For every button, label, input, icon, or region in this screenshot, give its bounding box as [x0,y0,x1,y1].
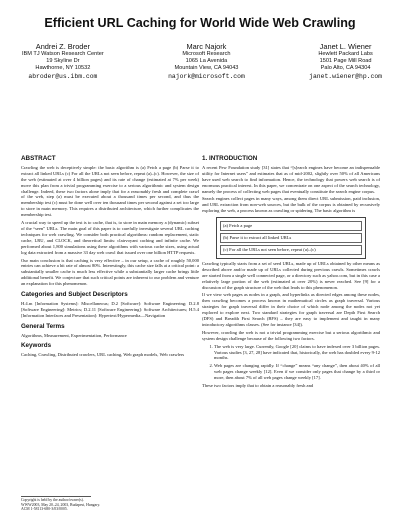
author-org: IBM TJ Watson Research Center [22,51,104,57]
author-email: najork@microsoft.com [168,72,245,80]
keywords-heading: Keywords [21,342,52,350]
author-address: Palo Alto, CA 94304 [320,65,371,72]
author-org: Hewlett Packard Labs [318,51,373,57]
abstract-paragraph: A crucial way to speed up the test is to cache, that is, to store in main memory a (dynamic) subset of the “seen” URLs. The main goal of this paper is to carefully investigate several URL caching techniques for web crawling. We consider both practical algorithms: random replacement, static cache, LRU, and CLOCK, and theoretical limits: clairvoyant caching and infinite cache. We performed about 1,800 simulations using these algorithms with various cache sizes, using actual log data extracted from a massive 33 day web crawl that issued over one billion HTTP requests. [21,220,199,255]
author-org: Microsoft Research [182,51,231,57]
basic-algorithm-box [216,217,366,259]
algorithm-step: (b) Parse it to extract all linked URLs [220,233,362,243]
right-column [202,156,380,391]
copyright-line: WWW2003, May 20–24, 2003, Budapest, Hungary. [21,502,101,507]
author-address: Mountain View, CA 94043 [174,65,239,72]
author-name: Andrei Z. Broder [35,42,90,51]
keywords-text: Caching, Crawling, Distributed crawlers, URL caching, Web graph models, Web crawlers [21,352,185,358]
intro-paragraph: A recent Pew Foundation study [31] states that “[s]earch engines have become an indispensable utility for Internet users” and estimates that as of mid-2002, slightly over 50% of all Americans have used web search to find information. Hence, the technology that powers web search is of enormous practical interest. In this paper, we concentrate on one aspect of the search technology, namely the process of collecting web pages that eventually constitute the search engine corpus. [202,164,380,194]
author-name: Janet L. Wiener [319,42,372,51]
general-terms-heading: General Terms [21,322,65,330]
intro-paragraph: These two factors imply that to obtain a reasonably fresh and [202,383,314,389]
paper-title: Efficient URL Caching for World Wide Web Crawling [44,16,356,30]
factor-list [202,344,380,381]
author-address: 1065 La Avenida [185,58,228,65]
author-address: 1501 Page Mill Road [319,58,372,65]
author-name: Marc Najork [186,42,227,51]
abstract-paragraph: Crawling the web is deceptively simple: the basic algorithm is (a) Fetch a page (b) Parse it to extract all linked URLs (c) For all the URLs not seen before, repeat (a)–(c). However, the size of the web (estimated at over 4 billion pages) and its rate of change (estimated at 7% per week) move this plan from a trivial programming exercise to a serious algorithmic and system design challenge. Indeed, these two factors alone imply that for a reasonably fresh and complete crawl of the web, step (a) must be executed about a thousand times per second, and thus the membership test (c) must be done well over ten thousand times per second against a set too large to store in main memory. This requires a distributed architecture, which further complicates the membership test. [21,164,199,218]
author-block [22,42,382,80]
abstract-heading: ABSTRACT [21,155,56,162]
introduction-heading: 1. INTRODUCTION [202,155,258,162]
author-address: 19 Skyline Dr [46,58,80,65]
algorithm-step: (c) For all the URLs not seen before, repeat (a)–(c) [220,245,362,255]
intro-paragraph: Crawling typically starts from a set of seed URLs, made up of URLs obtained by other means as described above and/or made up of URLs collected during previous crawls. Sometimes crawls are started from a single well connected page, or a directory such as yahoo.com, but in this case a relatively large portion of the web (estimated at over 20%) is never reached. See [9] for a discussion of the graph structure of the web that leads to this phenomenon. [202,260,380,290]
intro-paragraph: However, crawling the web is not a trivial programming exercise but a serious algorithmic and system design challenge because of the following two factors. [202,329,380,341]
copyright-line: ACM 1-58113-680-3/03/0005. [21,507,68,512]
list-item: 2. Web pages are changing rapidly. If “change” means “any change”, then about 40% of all web pages change weekly [12]. Even if we consider only pages that change by a third or more, then about 7% of all web pages change weekly [17]. [214,363,380,381]
intro-paragraph: If we view web pages as nodes in a graph, and hyperlinks as directed edges among these nodes, then crawling becomes a process known in mathematical circles as graph traversal. Various strategies for graph traversal differ in their choice of which node among the nodes not yet explored to explore next. Two standard strategies for graph traversal are Depth First Search (DFS) and Breadth First Search (BFS) – they are easy to implement and taught in many introductory algorithms classes. (See for instance [34]). [202,292,380,327]
author-2 [168,42,245,80]
abstract-paragraph: Our main conclusion is that caching is very effective – in our setup, a cache of roughly 50,000 entries can achieve a hit rate of almost 80%. Interestingly, this cache size falls at a critical point: a substantially smaller cache is much less effective while a substantially larger cache brings little additional benefit. We conjecture that such critical points are inherent to our problem and venture an explanation for this phenomenon. [21,257,199,287]
copyright-notice [21,496,199,512]
left-column [21,156,199,360]
author-3 [309,42,382,80]
author-email: janet.wiener@hp.com [309,72,382,80]
intro-paragraph: Search engines collect pages in many ways, among them direct URL submission, paid inclusion, and URL extraction from non-web sources, but the bulk of the corpus is obtained by recursively exploring the web, a process known as crawling or spidering. The basic algorithm is [202,196,380,214]
general-terms-text: Algorithms, Measurement, Experimentation, Performance [21,332,127,338]
algorithm-step: (a) Fetch a page [220,221,362,231]
author-email: abroder@us.ibm.com [28,72,98,80]
list-item: 1. The web is very large. Currently, Google [20] claims to have indexed over 3 billion pages. Various studies [3, 27, 28] have indicated that, historically, the web has doubled every 9-12 months. [214,344,380,362]
categories-text: H.4.m [Information Systems]: Miscellaneous; D.2 [Software]: Software Engineering; D.2.8 [Software Engineering]: Metrics; D.2.11 [Software Engineering]: Software Architectures; H.5.4 [Information Interfaces and Presentation]: Hypertext/Hypermedia—Navigation [21,300,199,318]
categories-heading: Categories and Subject Descriptors [21,291,128,299]
author-1 [22,42,104,80]
author-address: Hawthorne, NY 10532 [35,65,91,72]
copyright-line: Copyright is held by the author/owner(s). [21,498,84,502]
